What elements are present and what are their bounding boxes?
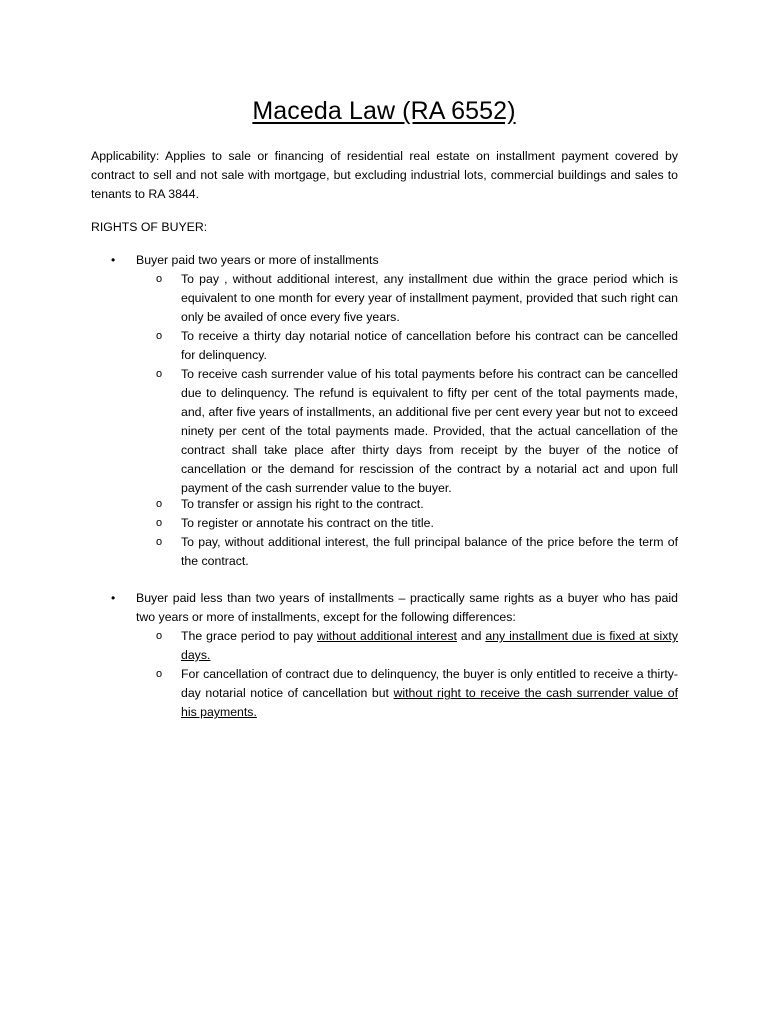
bullet-item-less-than-two-years — [111, 589, 678, 627]
sub-item-text: To receive a thirty day notarial notice of cancellation before his contract can be cancelled for delinquency. — [181, 329, 678, 362]
underlined-text: without right to receive the cash surrender value of his payments. — [181, 686, 679, 719]
sub-bullet-icon: o — [156, 498, 163, 510]
sub-bullet-icon: o — [156, 330, 163, 342]
bullet-icon: • — [111, 253, 116, 267]
sub-item-text: To register or annotate his contract on the title. — [181, 516, 434, 530]
rights-heading: RIGHTS OF BUYER: — [91, 220, 208, 234]
sub-bullet-icon: o — [156, 668, 163, 680]
document-title: Maceda Law (RA 6552) — [252, 97, 516, 125]
sub-item-text-plain: For cancellation of contract due to delinquency, the buyer is only entitled to receive a thirty-day notarial notice of cancellation but — [181, 667, 678, 700]
bullet-icon: • — [111, 591, 116, 605]
sub-item-cancellation-notice — [156, 665, 679, 722]
sub-bullet-icon: o — [156, 630, 163, 642]
sub-bullet-icon: o — [156, 536, 163, 548]
sub-item-pay-principal — [156, 533, 678, 571]
sub-item-notarial-notice — [156, 327, 678, 365]
sub-item-register-contract — [156, 514, 678, 533]
underlined-text: any installment due is fixed at sixty days. — [181, 629, 678, 662]
sub-bullet-icon: o — [156, 368, 163, 380]
sub-item-grace-sixty-days — [156, 627, 678, 665]
bullet-text: Buyer paid less than two years of installments – practically same rights as a buyer who has paid two years or more of installments, except for the following differences: — [136, 591, 678, 624]
sub-item-text: To pay, without additional interest, the full principal balance of the price before the term of the contract. — [181, 535, 678, 568]
sub-item-grace-period — [156, 270, 678, 327]
sub-bullet-icon: o — [156, 273, 163, 285]
sub-item-text-plain: The grace period to pay — [181, 629, 318, 643]
sub-item-text: To receive cash surrender value of his total payments before his contract can be cancelled due to delinquency. The refund is equivalent to fifty per cent of the total payments made, and, after five years of installments, an additional five per cent every year but not to exceed ninety per cent of the total payments made. Provided, that the actual cancellation of the contract shall take place after thirty days from receipt by the buyer of the notice of cancellation or the demand for rescission of the contract by a notarial act and upon full payment of the cash surrender value to the buyer. — [181, 367, 678, 495]
sub-bullet-icon: o — [156, 517, 163, 529]
bullet-text: Buyer paid two years or more of installments — [136, 253, 379, 267]
bullet-item-two-years-or-more — [111, 251, 678, 270]
sub-item-text: To transfer or assign his right to the contract. — [181, 497, 424, 511]
sub-item-text-plain: and — [456, 629, 486, 643]
sub-item-transfer-right — [156, 495, 678, 514]
sub-item-text: To pay , without additional interest, any installment due within the grace period which is equivalent to one month for every year of installment payment, provided that such right can only be availed of once every five years. — [181, 272, 678, 324]
applicability-paragraph: Applicability: Applies to sale or financing of residential real estate on installment payment covered by contract to sell and not sale with mortgage, but excluding industrial lots, commercial buildings and sales to tenants to RA 3844. — [91, 149, 678, 201]
underlined-text: without additional interest — [317, 629, 457, 643]
sub-item-cash-surrender — [156, 365, 678, 498]
